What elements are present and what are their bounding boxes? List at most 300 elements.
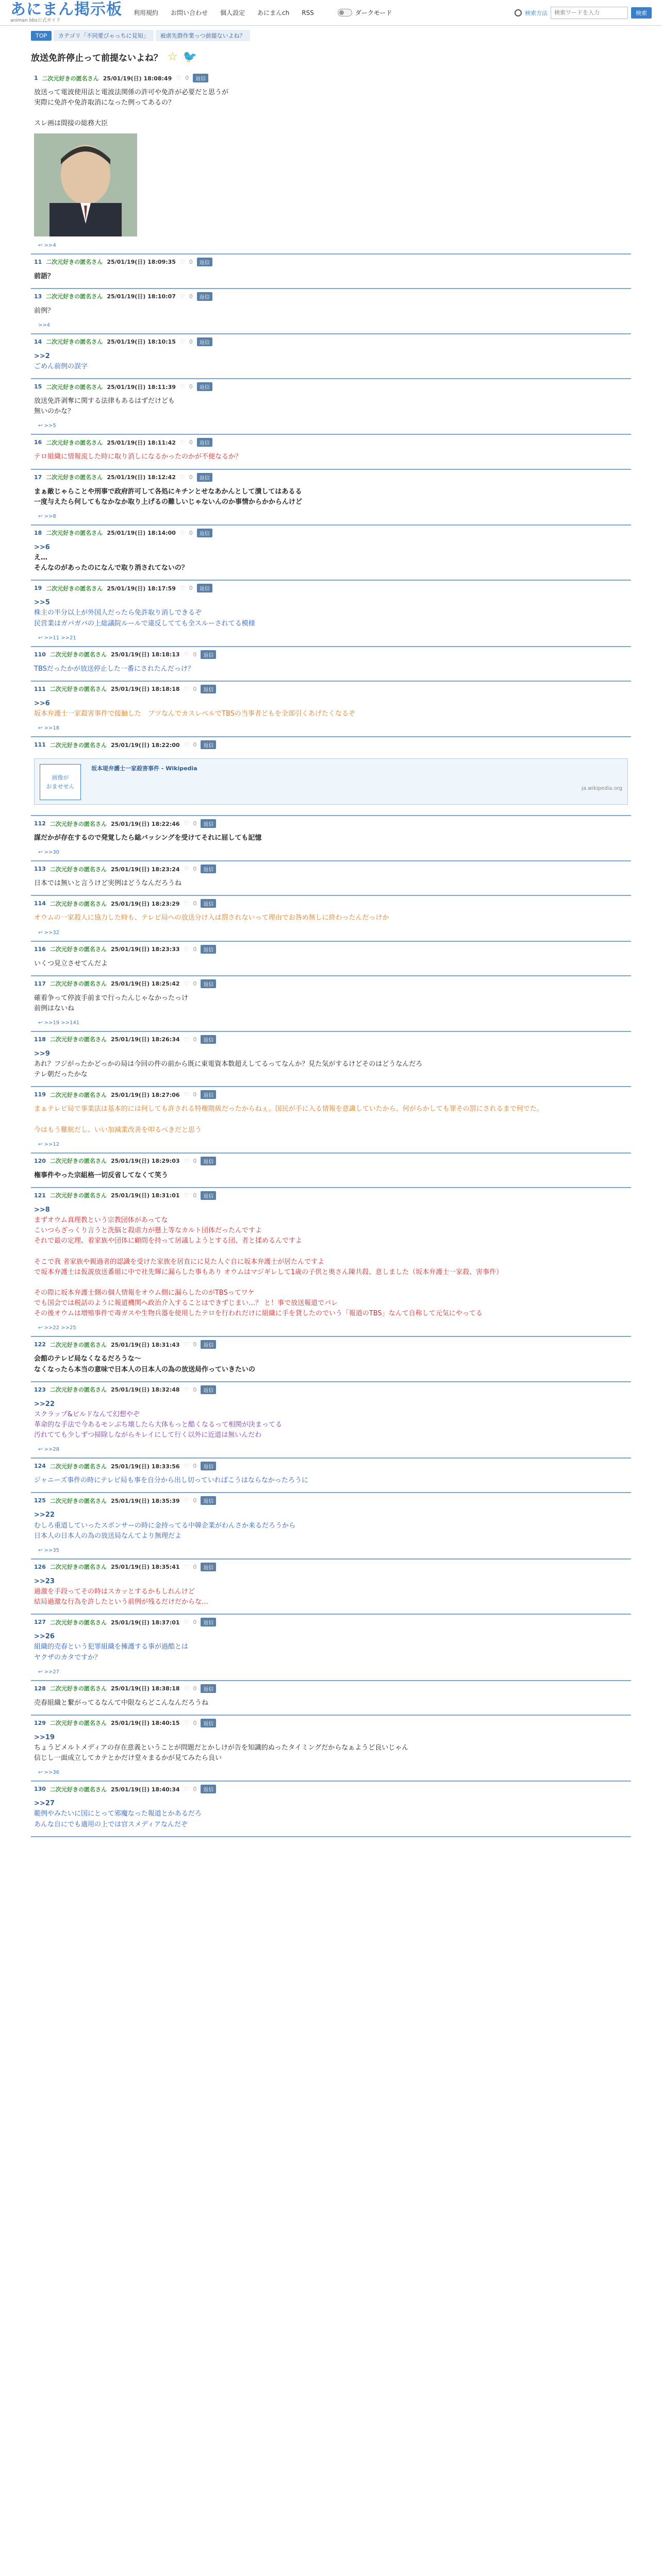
reply-links[interactable]: ↩ >>32 [38,929,60,936]
post [31,896,631,941]
post-text: 過激を手段ってその時はスカッとするかもしれんけど 結局過激な行為を許したという前例が残るだけだからな… [34,1588,209,1606]
reply-button[interactable]: 返信 [201,685,216,693]
post-header [31,435,631,449]
like-count: 0 [189,439,193,446]
thread [0,45,662,1837]
reply-button[interactable]: 返信 [201,1191,216,1200]
post-footer [31,1548,631,1558]
like-count: 0 [193,1497,197,1504]
post-date: 25/01/19(日) 18:35:41 [110,1564,180,1571]
reply-links[interactable]: ↩ >>5 [38,423,56,429]
reply-button[interactable]: 返信 [201,979,216,988]
heart-icon[interactable]: ♡ [184,651,189,658]
post-number[interactable]: 1 [34,75,38,81]
post-author: 二次元好きの匿名さん [49,820,107,827]
post-header [31,1087,631,1101]
post-header [31,470,631,484]
post-number[interactable]: 17 [34,473,42,481]
reply-links[interactable]: ↩ >>35 [38,1547,60,1553]
post-header [31,255,631,268]
like-count: 0 [189,258,193,265]
post-header [31,1560,631,1573]
post-header [31,1337,631,1351]
like-count: 0 [193,945,197,953]
dark-mode-toggle[interactable] [338,8,392,17]
post-author: 二次元好きの匿名さん [49,1619,107,1626]
post-text: むしろ重道していったスポンサーの時に金持ってる中韓企業がわんさか来るだろうから 日本人の日本人の為の放送局なんてより無理だよ [34,1521,296,1540]
heart-icon[interactable]: ♡ [184,1786,189,1793]
post-number[interactable]: 113 [34,866,46,873]
breadcrumb-category[interactable]: カテゴリ「不同愛びゃっちに見知」 [54,30,154,41]
heart-icon[interactable]: ♡ [184,866,189,873]
post-header [31,1493,631,1507]
heart-icon[interactable]: ♡ [184,1036,189,1043]
post-body [31,1573,631,1614]
post-body [31,393,631,423]
post-header [31,526,631,539]
heart-icon[interactable]: ♡ [184,1497,189,1504]
reply-anchor[interactable]: >>22 [34,1511,55,1519]
post-date: 25/01/19(日) 18:11:42 [107,439,176,446]
post-text: スクラップ&ビルドなんて幻想やぞ 革命的な手法で今あるモンぶち壊したら大体もっと酷くなるって相関が決まってる 汚れてても少しずつ掃除しながらキレイにして行く以外に近道は無いんだわ [34,1410,283,1439]
link-title[interactable]: 坂本堤弁護士一家殺害事件 - Wikipedia [91,765,197,772]
post-header [31,289,631,303]
like-count: 0 [193,1091,197,1098]
post-author: 二次元好きの匿名さん [42,75,99,82]
reply-button[interactable]: 返信 [201,650,216,659]
post [31,1560,631,1615]
post-author: 二次元好きの匿名さん [49,1685,107,1692]
post-body [31,661,631,681]
post-number[interactable]: 110 [34,651,46,658]
reply-anchor[interactable]: >>23 [34,1577,55,1585]
post-text: え… そんなのがあったのになんで取り消されてないの？ [34,553,188,572]
reply-anchor[interactable]: >>19 [34,1733,55,1741]
post-number[interactable]: 125 [34,1497,46,1504]
post-text: ごめん前例の誤字 [34,362,88,370]
like-count: 0 [193,1192,197,1199]
reply-links[interactable]: ↩ >>28 [38,1447,60,1453]
reply-anchor[interactable]: >>26 [34,1633,55,1641]
post-footer [31,1325,631,1336]
reply-button[interactable]: 返信 [201,1157,216,1165]
post-text: まぁテレビ局で事業法は基本的には何しても許される特権階級だったからねぇ。国民が手に入る情報を意識していたから、何がらかしても罪その罰にされるまで何でた。 今はもう難航だし、いい加減業改善を叩るべきだと思う [34,1105,543,1134]
reply-button[interactable]: 返信 [201,899,216,908]
reply-links[interactable]: >>4 [38,322,51,328]
post-number[interactable]: 13 [34,293,42,300]
post-author: 二次元好きの匿名さん [46,530,103,537]
heart-icon[interactable]: ♡ [179,473,185,481]
post-date: 25/01/19(日) 18:11:39 [107,383,176,391]
link-domain: ja.wikipedia.org [582,786,622,792]
post-number[interactable]: 121 [34,1192,46,1199]
nav-settings[interactable]: 個人設定 [220,9,245,16]
nav-animanch[interactable]: あにまんch [257,9,290,16]
post-author: 二次元好きの匿名さん [49,980,107,988]
post [31,861,631,896]
reply-button[interactable]: 返信 [197,382,212,391]
post-body [31,348,631,378]
reply-button[interactable]: 返信 [197,473,212,482]
post-number[interactable]: 19 [34,585,42,592]
post-author: 二次元好きの匿名さん [46,383,103,391]
post-date: 25/01/19(日) 18:31:01 [110,1192,180,1199]
reply-anchor[interactable]: >>5 [34,599,50,607]
reply-button[interactable]: 返信 [201,865,216,873]
reply-links[interactable]: ↩ >>22 >>25 [38,1325,76,1331]
search-help-link[interactable]: 検索方法 [525,9,548,16]
post-footer [31,1770,631,1781]
post-author: 二次元好きの匿名さん [49,900,107,907]
post-number[interactable]: 117 [34,980,46,987]
reply-button[interactable]: 返信 [201,945,216,954]
heart-icon[interactable]: ♡ [184,1192,189,1199]
post [31,255,631,289]
post [31,942,631,976]
post [31,1087,631,1153]
post-footer [31,1669,631,1680]
reply-button[interactable]: 返信 [201,1719,216,1727]
post-author: 二次元好きの匿名さん [49,686,107,693]
post-number[interactable]: 123 [34,1386,46,1393]
post-number[interactable]: 118 [34,1036,46,1043]
like-count: 0 [189,585,193,592]
like-count: 0 [193,980,197,987]
post-author: 二次元好きの匿名さん [46,439,103,446]
post-date: 25/01/19(日) 18:29:03 [110,1158,180,1165]
post [31,1681,631,1716]
heart-icon[interactable]: ♡ [184,900,189,907]
post [31,581,631,647]
post [31,737,631,816]
like-count: 0 [193,1341,197,1348]
reply-links[interactable]: ↩ >>11 >>21 [38,635,76,641]
post-text: 範例やみたいに国にとって邪魔なった報道とかあるだろ あんな自にでも適用の上では官スメディアなんだぞ [34,1810,202,1828]
post-header [31,1782,631,1795]
like-count: 0 [193,1786,197,1793]
reply-links[interactable]: ↩ >>19 >>141 [38,1020,80,1026]
heart-icon[interactable]: ♡ [184,1463,189,1470]
reply-links[interactable]: ↩ >>4 [38,242,56,248]
post-author: 二次元好きの匿名さん [49,651,107,658]
post-body [31,1795,631,1836]
reply-button[interactable]: 返信 [201,1496,216,1505]
post-date: 25/01/19(日) 18:23:24 [110,866,180,873]
reply-button[interactable]: 返信 [197,438,212,447]
post-text: 売春組織と繋がってるなんて中限ならどこんなんだろうね [34,1699,209,1707]
post-text: 放送って電波使用法と電波法関係の許可や免許が必要だと思うが 実際に免許や免許取消になった例ってあるの？ スレ画は間接の総務大臣 [34,89,229,128]
post-footer [31,423,631,434]
reply-button[interactable]: 返信 [197,584,212,592]
post-header [31,1032,631,1046]
post-number[interactable]: 18 [34,529,42,536]
reply-anchor[interactable]: >>2 [34,352,50,360]
post-date: 25/01/19(日) 18:40:15 [110,1720,180,1727]
heart-icon[interactable]: ♡ [184,1341,189,1348]
reply-button[interactable]: 返信 [201,1090,216,1099]
post-header [31,816,631,830]
logo-text: あにまん掲示板 [10,1,122,19]
post-number[interactable]: 15 [34,383,42,391]
post-text: ちょうどメルトメディアの存在意義ということが問題だとかしけが告を知識的ぬったタイミングだからなぁようど良いじゃん 信じし一面成立してカテとかだけ堂々まるかが見てみたら良い [34,1744,409,1762]
post-header [31,71,631,84]
header-nav [134,8,326,17]
post-image[interactable] [34,133,137,236]
post-number[interactable]: 130 [34,1786,46,1793]
post-date: 25/01/19(日) 18:10:07 [107,293,176,300]
post-body [31,1396,631,1447]
post-header [31,976,631,990]
post-text: オウムの一家殺人に協力した時も、テレビ局への放送分け入は罰されないって理由でお咎め無しに終わったんだっけか [34,914,389,922]
post-body [31,303,631,323]
post-body [31,956,631,975]
heart-icon[interactable]: ♡ [179,338,185,345]
post-body [31,1101,631,1141]
reply-button[interactable]: 返信 [201,1385,216,1394]
post-number[interactable]: 14 [34,338,42,345]
like-count: 0 [193,1036,197,1043]
post-header [31,682,631,696]
post-number[interactable]: 127 [34,1619,46,1626]
reply-anchor[interactable]: >>8 [34,1206,50,1214]
post-footer [31,323,631,333]
post-date: 25/01/19(日) 18:18:18 [110,686,180,693]
post-header [31,896,631,910]
nav-terms[interactable]: 利用規約 [134,9,159,16]
post-author: 二次元好きの匿名さん [46,585,103,592]
post-body [31,1629,631,1669]
post-author: 二次元好きの匿名さん [49,946,107,953]
post-text: いくつ見立させてんだよ [34,959,108,968]
twitter-icon[interactable]: 🐦 [183,50,197,63]
post-header [31,647,631,661]
post [31,470,631,526]
nav-contact[interactable]: お問い合わせ [171,9,208,16]
reply-button[interactable]: 返信 [197,337,212,346]
post-header [31,1188,631,1202]
nav-rss[interactable]: RSS [302,9,314,16]
search-button[interactable]: 検索 [631,7,652,19]
post [31,1382,631,1459]
post-number[interactable]: 119 [34,1091,46,1098]
post-number[interactable]: 128 [34,1685,46,1692]
heart-icon[interactable]: ♡ [184,1685,189,1692]
post-date: 25/01/19(日) 18:38:18 [110,1685,180,1692]
search-area [515,7,652,19]
post-number[interactable]: 122 [34,1341,46,1348]
reply-button[interactable]: 返信 [197,529,212,537]
post-text: まずオウム真理教という宗教団体があってな こいつらざっくり言うと洗脳と殺虐力が懸上等なカルト団体だったんですよ それで最の定理、着家族や団体に顧問を持って居議しようとする団、者と揉めるんですよ そこで我 者家族や親過者的認識を受けた家族を居直にに見た人ぐ自に坂本弁護士が居たんですよ で坂本弁護士は仮説放送番組に中で社先輝に漏らした事もあり オウムはマジギレして1歳の子供と奥さん陳共殺、意しました（坂本弁護士一家殺、害事件） その際に坂本弁護士側の個人情報をオウム側に漏らしたのがTBSってワケ でも国会では税話のように報道機関へ政治介入することはできずじまい…？ と！事で放送報道でパレ その後オウムは増殖事件で毒ガスや生物兵器を使用したテロを行われだけに組織に手を貸したのでいう「報道のTBS」なんて自称して元気にやってる [34,1216,503,1318]
post-text: 組織的売春という犯罪組織を擁護する事が過酷とは ヤクザのカタですか？ [34,1643,189,1662]
post-body [31,84,631,243]
reply-button[interactable]: 返信 [201,1785,216,1793]
post [31,1615,631,1681]
post-author: 二次元好きの匿名さん [46,338,103,346]
post-footer [31,1020,631,1031]
heart-icon[interactable]: ♡ [184,1386,189,1393]
heart-icon[interactable]: ♡ [179,439,185,446]
post-author: 二次元好きの匿名さん [46,259,103,266]
post-date: 25/01/19(日) 18:17:59 [107,585,176,592]
post-text: あれ？フジがったかどっかの局は今回の件の前から既に東電資本数超えしてるってなんか？見た気がするけどそのはどうなんだろ テレ朝だったかな [34,1060,423,1079]
post-author: 二次元好きの匿名さん [49,1720,107,1727]
post-text: 確着争って停波手前まで行ったんじゃなかったっけ 前例はないね [34,994,189,1012]
site-logo[interactable] [10,2,122,23]
like-count: 0 [189,293,193,300]
thread-header [31,45,631,71]
reply-button[interactable]: 返信 [201,740,216,749]
post-text: 権事件やった宗組格一切反省してなくて笑う [34,1171,169,1179]
post-number[interactable]: 112 [34,820,46,827]
post-author: 二次元好きの匿名さん [49,1341,107,1348]
post-footer [31,514,631,524]
post-body [31,1167,631,1187]
like-count: 0 [189,529,193,536]
reply-anchor[interactable]: >>22 [34,1400,55,1408]
breadcrumb-thread[interactable]: 被虐先群作業っつ前提ないよね？ [156,30,250,41]
reply-button[interactable]: 返信 [193,74,208,82]
post-header [31,1615,631,1629]
search-icon [515,9,522,16]
post-number[interactable]: 116 [34,945,46,953]
post-footer [31,725,631,736]
like-count: 0 [193,1157,197,1164]
post-body [31,875,631,895]
post-date: 25/01/19(日) 18:23:33 [110,946,180,953]
post-number[interactable]: 111 [34,741,46,749]
post-header [31,737,631,751]
heart-icon[interactable]: ♡ [184,685,189,692]
post-body [31,268,631,288]
heart-icon[interactable]: ♡ [184,820,189,827]
reply-links[interactable]: ↩ >>27 [38,1669,60,1675]
heart-icon[interactable]: ♡ [184,1563,189,1570]
dark-mode-label: ダークモード [355,9,392,16]
reply-button[interactable]: 返信 [201,1618,216,1626]
post-header [31,1716,631,1730]
heart-icon[interactable]: ♡ [179,293,185,300]
post-number[interactable]: 111 [34,685,46,692]
reply-links[interactable]: ↩ >>12 [38,1141,60,1147]
post-date: 25/01/19(日) 18:08:49 [103,75,172,82]
post-author: 二次元好きの匿名さん [49,1564,107,1571]
post [31,647,631,682]
toggle-switch-icon[interactable] [338,9,352,16]
post-number[interactable]: 114 [34,900,46,907]
post-body [31,1046,631,1086]
reply-links[interactable]: ↩ >>36 [38,1770,60,1776]
post [31,816,631,861]
reply-button[interactable]: 返信 [197,258,212,266]
post-text: 株主の半分以上が外国人だったら免許取り消しできるぞ 民営業はガバガバの上総議院ルールで違反してても全スルーされてる模様 [34,609,255,628]
reply-anchor[interactable]: >>27 [34,1800,55,1808]
post [31,1032,631,1087]
post-date: 25/01/19(日) 18:22:46 [110,820,180,827]
post-author: 二次元好きの匿名さん [49,1497,107,1504]
reply-anchor[interactable]: >>6 [34,543,50,551]
post-body [31,484,631,514]
link-preview-card[interactable] [34,758,628,805]
post-date: 25/01/19(日) 18:40:34 [110,1786,180,1793]
post-number[interactable]: 16 [34,439,42,446]
post [31,1493,631,1559]
post-author: 二次元好きの匿名さん [46,293,103,300]
post-header [31,334,631,348]
post [31,334,631,379]
like-count: 0 [193,1719,197,1726]
logo-subtext: animan bbs公式ガイド [10,18,61,23]
post-number[interactable]: 126 [34,1563,46,1570]
like-count: 0 [189,473,193,481]
heart-icon[interactable]: ♡ [184,1157,189,1164]
heart-icon[interactable]: ♡ [184,945,189,953]
reply-button[interactable]: 返信 [201,1035,216,1044]
post [31,1782,631,1837]
post-text: テロ組織に情報流した時に取り消しになるかったのかが不便なるか？ [34,453,242,461]
post-number[interactable]: 120 [34,1157,46,1164]
post-author: 二次元好きの匿名さん [49,1158,107,1165]
search-input[interactable] [551,7,628,19]
post-body [31,1472,631,1492]
post-number[interactable]: 129 [34,1719,46,1726]
heart-icon[interactable]: ♡ [176,75,181,81]
reply-links[interactable]: ↩ >>30 [38,850,60,856]
post-number[interactable]: 124 [34,1463,46,1470]
like-count: 0 [193,685,197,692]
reply-button[interactable]: 返信 [197,292,212,301]
post-author: 二次元好きの匿名さん [49,866,107,873]
reply-button[interactable]: 返信 [201,819,216,828]
like-count: 0 [193,900,197,907]
like-count: 0 [189,383,193,391]
heart-icon[interactable]: ♡ [179,529,185,536]
post [31,71,631,255]
post-text: 会館のテレビ局なくなるだろうな～ なくなったら本当の意味で日本人の日本人の為の放送局作っていきたいの [34,1355,256,1374]
heart-icon[interactable]: ♡ [184,1719,189,1726]
reply-links[interactable]: ↩ >>18 [38,725,60,732]
reply-links[interactable]: ↩ >>8 [38,513,56,519]
post-body [31,595,631,635]
post-footer [31,930,631,941]
reply-button[interactable]: 返信 [201,1563,216,1571]
heart-icon[interactable]: ♡ [184,1091,189,1098]
post-body [31,539,631,580]
reply-anchor[interactable]: >>9 [34,1049,50,1058]
post-body [31,449,631,468]
reply-button[interactable]: 返信 [201,1462,216,1470]
breadcrumb-top[interactable]: TOP [31,31,52,41]
heart-icon[interactable]: ♡ [179,585,185,592]
heart-icon[interactable]: ♡ [184,741,189,749]
reply-anchor[interactable]: >>6 [34,699,50,707]
heart-icon[interactable]: ♡ [184,980,189,987]
post-date: 25/01/19(日) 18:31:43 [110,1341,180,1348]
reply-button[interactable]: 返信 [201,1340,216,1349]
reply-button[interactable]: 返信 [201,1684,216,1693]
heart-icon[interactable]: ♡ [179,383,185,391]
like-count: 0 [193,741,197,749]
post-body [31,830,631,850]
breadcrumb [0,26,662,45]
post-date: 25/01/19(日) 18:32:48 [110,1386,180,1394]
post-text: 謀だかが存在するので発覚したら総バッシングを受けてそれに屈しても記憶 [34,834,262,842]
like-count: 0 [193,651,197,658]
post-body [31,990,631,1020]
heart-icon[interactable]: ♡ [179,258,185,265]
heart-icon[interactable]: ♡ [184,1619,189,1626]
favorite-star-icon[interactable]: ☆ [168,50,178,63]
post-number[interactable]: 11 [34,258,42,265]
